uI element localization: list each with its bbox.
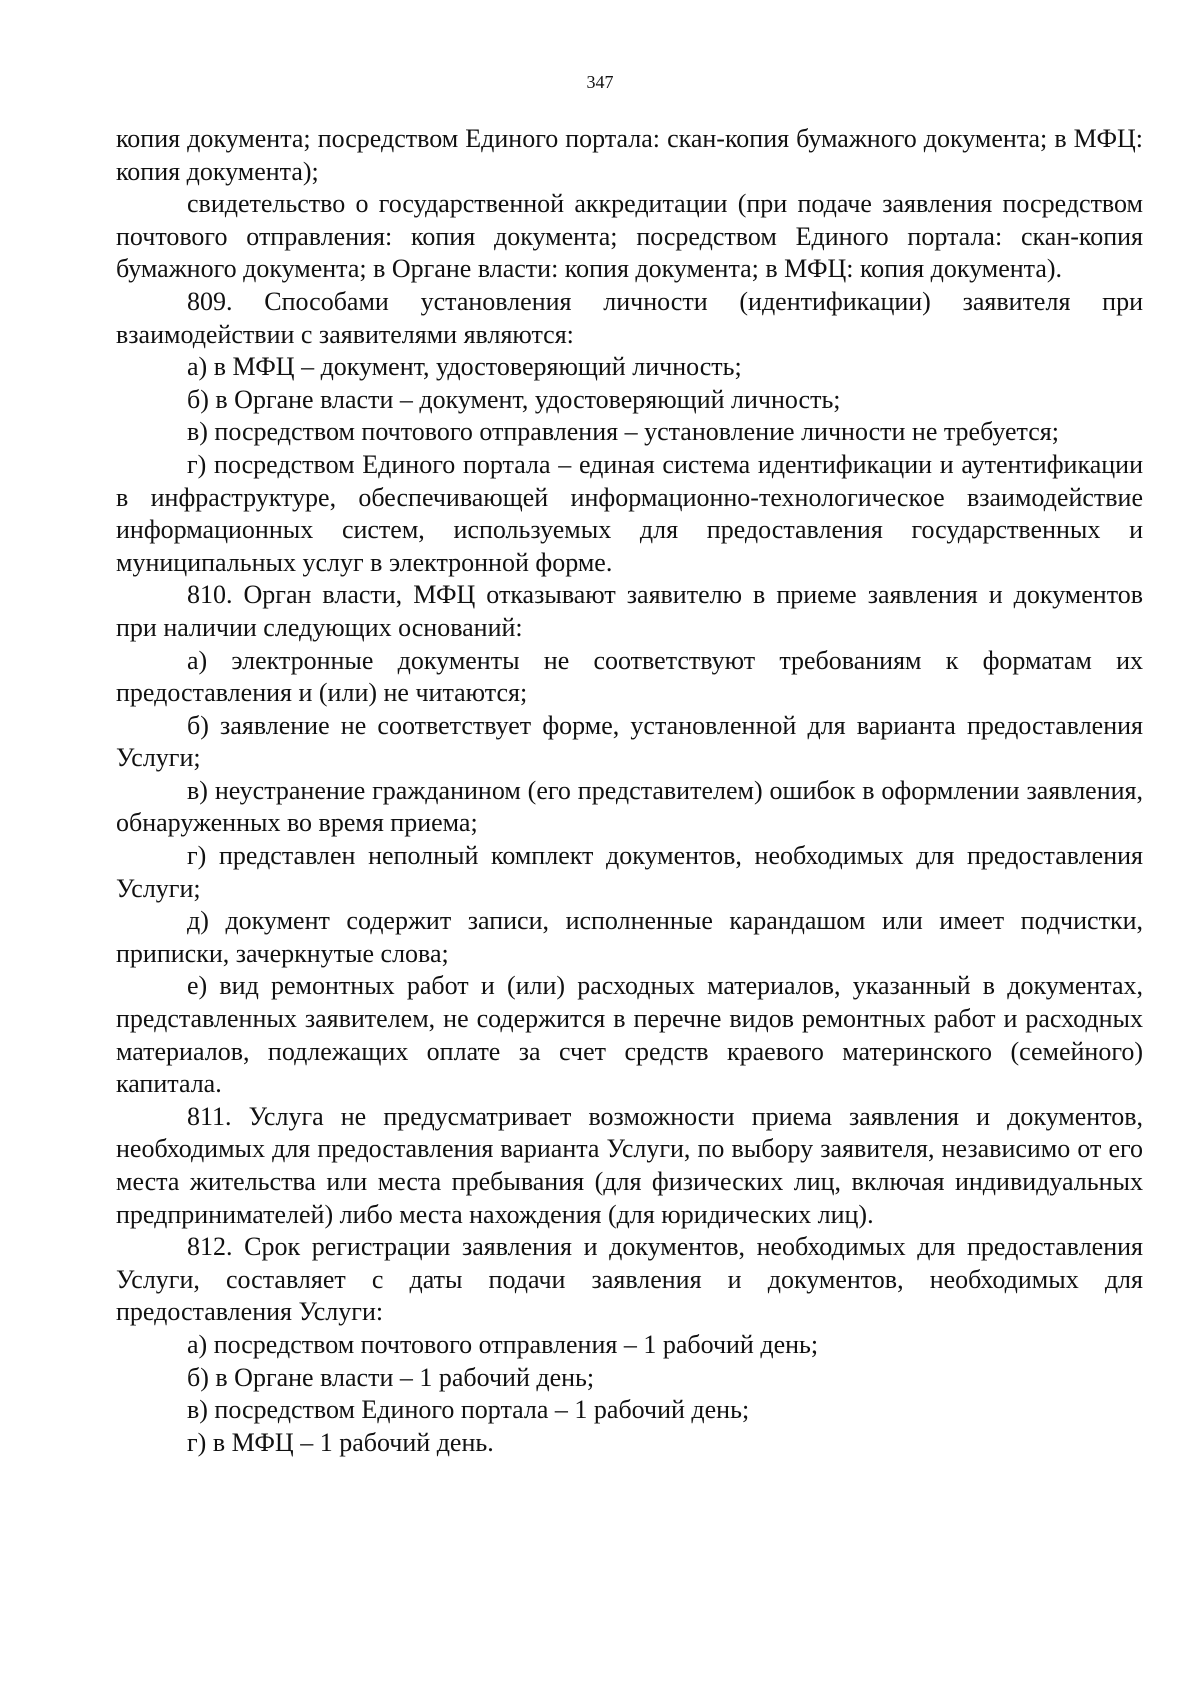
list-item-810-g: г) представлен неполный комплект документов, необходимых для предоставления Услуги;: [116, 841, 1143, 903]
list-item-812-a: а) посредством почтового отправления – 1 рабочий день;: [187, 1329, 819, 1359]
paragraph-809: 809. Способами установления личности (идентификации) заявителя при взаимодействии с заявителями являются:: [116, 286, 1143, 349]
list-item-809-b: б) в Органе власти – документ, удостоверяющий личность;: [187, 384, 841, 414]
list-item-809-a: а) в МФЦ – документ, удостоверяющий личность;: [187, 352, 742, 382]
paragraph-812: 812. Срок регистрации заявления и документов, необходимых для предоставления Услуги, составляет с даты подачи заявления и документов, необходимых для предоставления Услуги:: [116, 1232, 1143, 1327]
paragraph-811: 811. Услуга не предусматривает возможности приема заявления и документов, необходимых для предоставления варианта Услуги, по выбору заявителя, независимо от его места жительства или места пребывания (для физических лиц, включая индивидуальных предпринимателей) либо места нахождения (для юридических лиц).: [116, 1101, 1143, 1229]
list-item-810-a: а) электронные документы не соответствуют требованиям к форматам их предоставления и (или) не читаются;: [116, 645, 1143, 708]
list-item-810-e: е) вид ремонтных работ и (или) расходных материалов, указанный в документах, представленных заявителем, не содержится в перечне видов ремонтных работ и расходных материалов, подлежащих оплате за счет средств краевого материнского (семейного) капитала.: [116, 971, 1143, 1099]
document-body: [116, 123, 1143, 1459]
list-item-812-g: г) в МФЦ – 1 рабочий день.: [187, 1427, 494, 1457]
paragraph-1: копия документа; посредством Единого портала: скан-копия бумажного документа; в МФЦ: копия документа);: [116, 124, 1143, 186]
paragraph-810: 810. Орган власти, МФЦ отказывают заявителю в приеме заявления и документов при наличии следующих оснований:: [116, 580, 1143, 642]
paragraph-2: свидетельство о государственной аккредитации (при подаче заявления посредством почтового отправления: копия документа; посредством Единого портала: скан-копия бумажного документа; в Органе власти: копия документа; в МФЦ: копия документа).: [116, 189, 1143, 284]
list-item-810-b: б) заявление не соответствует форме, установленной для варианта предоставления Услуги;: [116, 710, 1143, 773]
list-item-812-b: б) в Органе власти – 1 рабочий день;: [187, 1362, 595, 1392]
list-item-812-v: в) посредством Единого портала – 1 рабочий день;: [187, 1395, 750, 1425]
page-number: 347: [586, 72, 614, 92]
list-item-809-g: г) посредством Единого портала – единая система идентификации и аутентификации в инфраструктуре, обеспечивающей информационно-технологическое взаимодействие информационных систем, используемых для предоставления государственных и муниципальных услуг в электронной форме.: [116, 449, 1143, 577]
list-item-810-d: д) документ содержит записи, исполненные карандашом или имеет подчистки, приписки, зачеркнутые слова;: [116, 906, 1143, 968]
list-item-809-v: в) посредством почтового отправления – установление личности не требуется;: [187, 417, 1059, 447]
list-item-810-v: в) неустранение гражданином (его представителем) ошибок в оформлении заявления, обнаруженных во время приема;: [116, 775, 1143, 838]
